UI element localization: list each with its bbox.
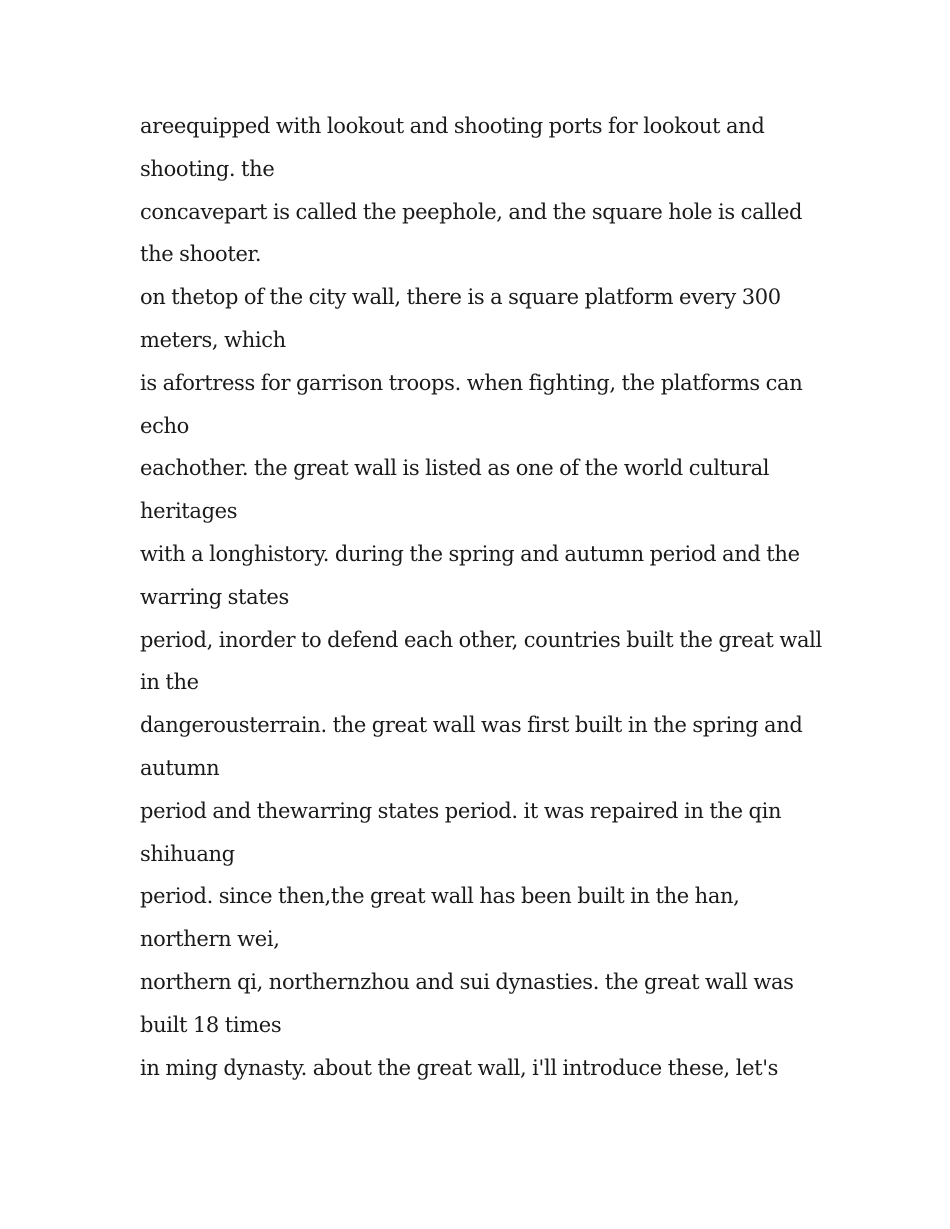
text-line: built 18 times (140, 1012, 282, 1037)
text-line: northern qi, northernzhou and sui dynasties. the great wall was (140, 969, 794, 994)
text-line: period, inorder to defend each other, countries built the great wall (140, 627, 822, 652)
text-line: shooting. the (140, 156, 275, 181)
text-line: eachother. the great wall is listed as one of the world cultural (140, 456, 770, 481)
text-line: period. since then,the great wall has been built in the han, (140, 884, 740, 909)
text-line: heritages (140, 499, 238, 524)
text-line: the shooter. (140, 242, 262, 267)
body-text (140, 105, 830, 1089)
text-line: concavepart is called the peephole, and the square hole is called (140, 199, 803, 224)
text-line: with a longhistory. during the spring and autumn period and the (140, 541, 800, 566)
text-line: meters, which (140, 327, 286, 352)
text-line: autumn (140, 755, 220, 780)
text-line: on thetop of the city wall, there is a square platform every 300 (140, 285, 781, 310)
text-line: northern wei, (140, 927, 280, 952)
text-line: is afortress for garrison troops. when fighting, the platforms can (140, 370, 803, 395)
text-line: period and thewarring states period. it was repaired in the qin (140, 798, 782, 823)
text-line: areequipped with lookout and shooting ports for lookout and (140, 114, 765, 138)
text-line: shihuang (140, 841, 235, 866)
text-line: warring states (140, 584, 289, 609)
text-line: echo (140, 413, 189, 438)
text-line: in the (140, 670, 199, 695)
text-line: dangerousterrain. the great wall was first built in the spring and (140, 713, 803, 738)
text-line: in ming dynasty. about the great wall, i'll introduce these, let's (140, 1055, 779, 1080)
